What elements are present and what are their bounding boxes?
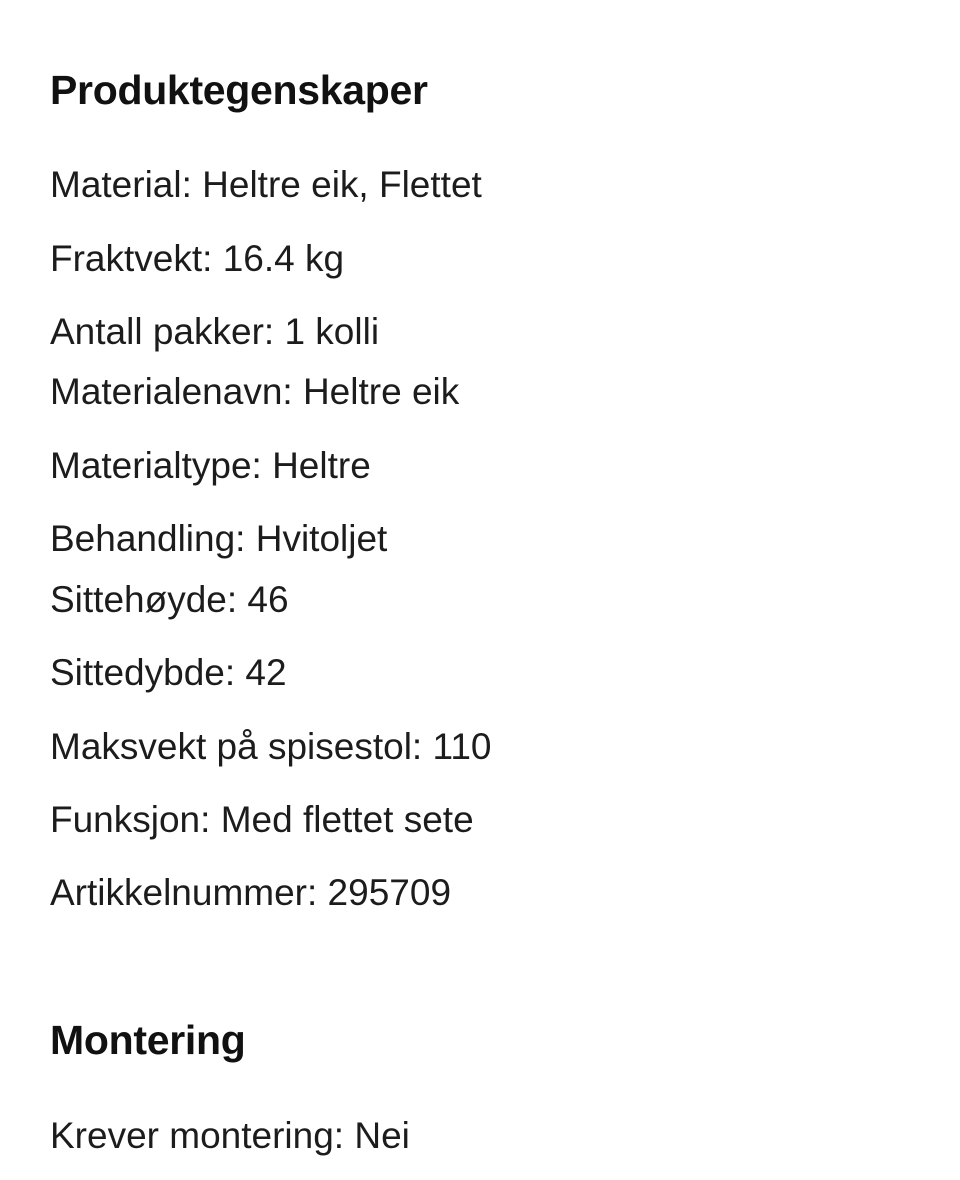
- property-shipping-weight: Fraktvekt: 16.4 kg: [50, 238, 345, 279]
- property-material: Material: Heltre eik, Flettet: [50, 164, 482, 205]
- property-seat-depth: Sittedybde: 42: [50, 652, 287, 693]
- property-package-count: Antall pakker: 1 kolli: [50, 311, 380, 352]
- product-properties-heading: Produktegenskaper: [50, 67, 428, 113]
- property-treatment: Behandling: Hvitoljet: [50, 518, 388, 559]
- assembly-heading: Montering: [50, 1017, 246, 1063]
- property-material-name: Materialenavn: Heltre eik: [50, 371, 460, 412]
- property-material-type: Materialtype: Heltre: [50, 445, 371, 486]
- assembly-required: Krever montering: Nei: [50, 1115, 410, 1156]
- property-article-number: Artikkelnummer: 295709: [50, 872, 452, 913]
- property-function: Funksjon: Med flettet sete: [50, 799, 474, 840]
- property-seat-height: Sittehøyde: 46: [50, 579, 289, 620]
- property-max-weight: Maksvekt på spisestol: 110: [50, 726, 492, 767]
